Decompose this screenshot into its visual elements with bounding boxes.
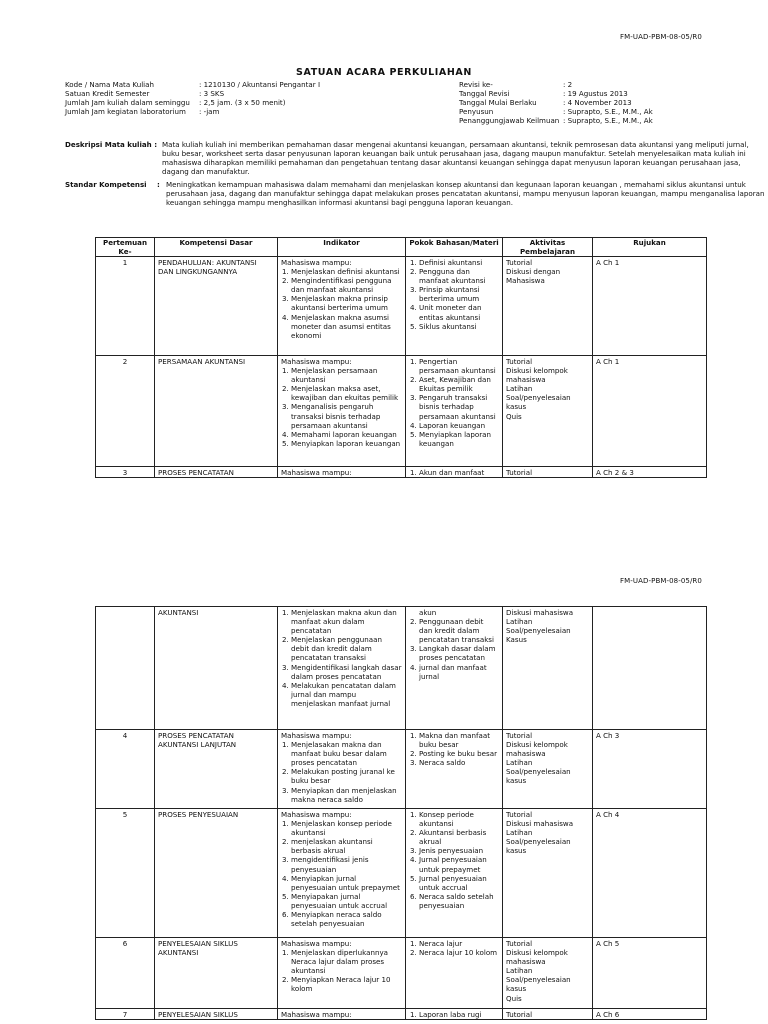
description-block: [65, 140, 765, 210]
list-item: 1. Neraca lajur: [419, 939, 499, 948]
list-item: 2. Menjelaskan penggunaan debit dan kredit dalam pencatatan transaksi: [291, 635, 402, 662]
info-label: Jumlah Jam kuliah dalam seminggu: [65, 98, 190, 107]
list-item: 3. Menyiapkan dan menjelaskan makna neraca saldo: [291, 786, 402, 804]
standar-colon: :: [157, 180, 160, 189]
info-label: Jumlah Jam kegiatan laboratorium: [65, 107, 186, 116]
aktivitas-list: [506, 731, 589, 786]
line-item: Diskusi dengan Mahasiswa: [506, 267, 561, 286]
pokok-continued: akun: [419, 608, 437, 617]
list-item: 2. Mengindentifikasi pengguna dan manfaat akuntansi: [291, 276, 402, 294]
cell-pertemuan: 4: [96, 730, 155, 809]
cell-indikator: [278, 730, 406, 809]
course-info-right: [459, 80, 759, 125]
cell-kompetensi: PROSES PENCATATAN AKUNTANSI LANJUTAN: [155, 730, 278, 809]
pokok-list: [409, 731, 499, 767]
info-label: Tanggal Revisi: [459, 89, 510, 98]
cell-rujukan: A Ch 4: [593, 809, 707, 938]
aktivitas-list: [506, 258, 589, 285]
list-item: 3. Mengidentifikasi langkah dasar dalam proses pencatatan: [291, 663, 402, 681]
cell-pertemuan: 5: [96, 809, 155, 938]
cell-aktivitas: [503, 730, 593, 809]
course-info-left: [65, 80, 455, 116]
info-value: : 2,5 jam. (3 x 50 menit): [199, 98, 286, 107]
list-item: 4. Memahami laporan keuangan: [291, 430, 402, 439]
indikator-list: [281, 267, 402, 340]
line-item: Soal/penyelesaian kasus: [506, 767, 571, 786]
cell-pokok: [406, 809, 503, 938]
cell-indikator: [278, 467, 406, 478]
cell-kompetensi: PERSAMAAN AKUNTANSI: [155, 356, 278, 467]
indikator-list: [281, 608, 402, 708]
cell-pokok: [406, 730, 503, 809]
list-item: 2. Penggunaan debit dan kredit dalam pencatatan transaksi: [419, 617, 499, 644]
list-item: 2. Aset, Kewajiban dan Ekuitas pemilik: [419, 375, 499, 393]
aktivitas-list: [506, 357, 589, 421]
pokok-list: [409, 939, 499, 957]
cell-pokok: [406, 1009, 503, 1020]
line-item: Diskusi kelompok mahasiswa: [506, 740, 568, 759]
list-item: 4. Melakukan pencatatan dalam jurnal dan mampu menjelaskan manfaat jurnal: [291, 681, 402, 708]
pokok-list: [409, 468, 499, 477]
list-item: 2. Pengguna dan manfaat akuntansi: [419, 267, 499, 285]
list-item: 1. Menjelaskan diperlukannya Neraca lajur dalam proses akuntansi: [291, 948, 402, 975]
cell-pokok: [406, 467, 503, 478]
list-item: 3. Neraca saldo: [419, 758, 499, 767]
pokok-list: [409, 357, 499, 448]
list-item: 1. Pengertian persamaan akuntansi: [419, 357, 499, 375]
deskripsi-text: Mata kuliah kuliah ini memberikan pemahaman dasar mengenai akuntansi keuangan, persamaan akuntansi, teknik pemrosesan data akuntansi yang meliputi jurnal, buku besar, worksheet serta dasar penyusunan laporan keuangan baik untuk perusahaan jasa, dagang maupun manufaktur. Setelah menyelesaikan mata kuliah ini mahasiswa diharapkan memiliki pemahaman dan pengetahuan tentang dasar akuntansi keuangan sehingga dapat menyusun laporan keuangan perusahaan jasa, dagang dan manufaktur.: [162, 140, 749, 176]
cell-pokok: [406, 356, 503, 467]
list-item: 5. Menyiapkan laporan keuangan: [419, 430, 499, 448]
info-label: Penanggungjawab Keilmuan: [459, 116, 560, 125]
cell-indikator: [278, 1009, 406, 1020]
line-item: Tutorial: [506, 357, 533, 366]
sap-table-page1: [95, 237, 707, 478]
line-item: Soal/penyelesaian kasus: [506, 975, 571, 994]
cell-pokok: [406, 938, 503, 1009]
line-item: Latihan: [506, 828, 533, 838]
info-label: Revisi ke-: [459, 80, 493, 89]
indikator-intro: Mahasiswa mampu:: [281, 258, 352, 267]
line-item: Tutorial: [506, 810, 533, 819]
table-row: [96, 809, 707, 938]
line-item: Diskusi mahasiswa: [506, 819, 574, 829]
line-item: Diskusi kelompok mahasiswa: [506, 948, 568, 967]
cell-pokok: [406, 257, 503, 356]
table-row: [96, 356, 707, 467]
cell-aktivitas: [503, 1009, 593, 1020]
info-row: [459, 89, 759, 98]
list-item: 2. Neraca lajur 10 kolom: [419, 948, 499, 957]
info-row: [65, 80, 455, 89]
cell-indikator: [278, 356, 406, 467]
cell-rujukan: A Ch 6: [593, 1009, 707, 1020]
pokok-list: [409, 617, 499, 681]
list-item: 1. Makna dan manfaat buku besar: [419, 731, 499, 749]
header-aktivitas: Aktivitas Pembelajaran: [503, 238, 593, 257]
cell-pertemuan: 7: [96, 1009, 155, 1020]
list-item: 5. Menyiapakan jurnal penyesuaian untuk accrual: [291, 892, 402, 910]
table-row-continuation: [96, 607, 707, 730]
cell-rujukan: A Ch 2 & 3: [593, 467, 707, 478]
cell-indikator: [278, 809, 406, 938]
cell-aktivitas: [503, 938, 593, 1009]
list-item: 4. jurnal dan manfaat jurnal: [419, 663, 499, 681]
info-value: : 19 Agustus 2013: [563, 89, 628, 98]
list-item: 2. Akuntansi berbasis akrual: [419, 828, 499, 846]
list-item: 4. Menjelaskan makna asumsi moneter dan asumsi entitas ekonomi: [291, 313, 402, 340]
cell-pertemuan: 2: [96, 356, 155, 467]
pokok-list: [409, 810, 499, 910]
aktivitas-list: [506, 1010, 589, 1019]
form-code: FM-UAD-PBM-08-05/R0: [620, 33, 702, 41]
info-row: [65, 98, 455, 107]
aktivitas-list: [506, 939, 589, 1003]
cell-aktivitas: [503, 356, 593, 467]
list-item: 2. Posting ke buku besar: [419, 749, 499, 758]
list-item: 2. Menyiapkan Neraca lajur 10 kolom: [291, 975, 402, 993]
header-pertemuan: Pertemuan Ke-: [96, 238, 155, 257]
list-item: 2. Menjelaskan maksa aset, kewajiban dan ekuitas pemilik: [291, 384, 402, 402]
list-item: 1. Menjelaskan makna akun dan manfaat akun dalam pencatatan: [291, 608, 402, 635]
line-item: Diskusi kelompok mahasiswa: [506, 366, 568, 385]
line-item: Soal/penyelesaian kasus: [506, 837, 571, 856]
header-rujukan: Rujukan: [593, 238, 707, 257]
cell-pertemuan: 3: [96, 467, 155, 478]
cell-rujukan: [593, 607, 707, 730]
line-item: Tutorial: [506, 731, 533, 740]
deskripsi-label: Deskripsi Mata kuliah :: [65, 140, 158, 149]
list-item: 6. Menyiapkan neraca saldo setelah penyesuaian: [291, 910, 402, 928]
cell-indikator: [278, 607, 406, 730]
indikator-list: [281, 366, 402, 448]
indikator-list: [281, 819, 402, 928]
indikator-list: [281, 740, 402, 804]
aktivitas-list: [506, 468, 589, 477]
table-row: [96, 257, 707, 356]
cell-aktivitas: [503, 257, 593, 356]
info-row: [459, 116, 759, 125]
cell-aktivitas: [503, 607, 593, 730]
list-item: 3. Pengaruh transaksi bisnis terhadap persamaan akuntansi: [419, 393, 499, 420]
cell-rujukan: A Ch 5: [593, 938, 707, 1009]
info-value: : 1210130 / Akuntansi Pengantar I: [199, 80, 321, 89]
table-row: [96, 730, 707, 809]
cell-pokok: [406, 607, 503, 730]
list-item: 4. Jurnal penyesuaian untuk prepaymet: [419, 855, 499, 873]
line-item: Tutorial: [506, 1010, 533, 1019]
line-item: Soal/penyelesaian Kasus: [506, 626, 571, 645]
header-indikator: Indikator: [278, 238, 406, 257]
cell-indikator: [278, 938, 406, 1009]
list-item: 1. Konsep periode akuntansi: [419, 810, 499, 828]
line-item: Quis: [506, 411, 522, 421]
list-item: 3. Menganalisis pengaruh transaksi bisnis terhadap persamaan akuntansi: [291, 402, 402, 429]
line-item: Quis: [506, 993, 522, 1003]
info-value: : 4 November 2013: [563, 98, 632, 107]
cell-aktivitas: [503, 809, 593, 938]
line-item: Tutorial: [506, 939, 533, 948]
line-item: Tutorial: [506, 258, 533, 267]
indikator-intro: Mahasiswa mampu:: [281, 468, 352, 477]
list-item: 4. Unit moneter dan entitas akuntansi: [419, 303, 499, 321]
info-label: Penyusun: [459, 107, 494, 116]
cell-pertemuan: [96, 607, 155, 730]
indikator-intro: Mahasiswa mampu:: [281, 810, 352, 819]
header-pokok: Pokok Bahasan/Materi: [406, 238, 503, 257]
standar-text: Meningkatkan kemampuan mahasiswa dalam memahami dan menjelaskan konsep akuntansi dan kegunaan laporan keuangan , memahami siklus akuntansi untuk perusahaan jasa, dagang dan manufaktur sehingga dapat melakukan proses pencatatan akuntansi, mampu menyusun laporan keuangan, mampu menganalisa laporan keuangan sehingga mampu menghasilkan informasi akuntansi bagi pengguna laporan keuangan.: [166, 180, 765, 207]
cell-kompetensi: PENYELESAIAN SIKLUS: [155, 1009, 278, 1020]
line-item: Tutorial: [506, 468, 533, 477]
pokok-list: [409, 258, 499, 331]
pokok-list: [409, 1010, 499, 1019]
cell-kompetensi: PROSES PENYESUAIAN: [155, 809, 278, 938]
indikator-intro: Mahasiswa mampu:: [281, 1010, 352, 1019]
indikator-intro: Mahasiswa mampu:: [281, 357, 352, 366]
list-item: 2. menjelaskan akuntansi berbasis akrual: [291, 837, 402, 855]
indikator-list: [281, 948, 402, 993]
line-item: Latihan: [506, 758, 533, 768]
list-item: 1. Laporan laba rugi: [419, 1010, 499, 1019]
aktivitas-list: [506, 810, 589, 855]
table-row: [96, 1009, 707, 1020]
cell-indikator: [278, 257, 406, 356]
cell-rujukan: A Ch 1: [593, 356, 707, 467]
list-item: 3. mengidentifikasi jenis penyesuaian: [291, 855, 402, 873]
cell-rujukan: A Ch 1: [593, 257, 707, 356]
info-row: [65, 89, 455, 98]
list-item: 3. Prinsip akuntansi berterima umum: [419, 285, 499, 303]
list-item: 1. Akun dan manfaat: [419, 468, 499, 477]
table-row: [96, 467, 707, 478]
info-label: Tanggal Mulai Berlaku: [459, 98, 537, 107]
cell-aktivitas: [503, 467, 593, 478]
info-row: [459, 107, 759, 116]
sap-table-page2: [95, 606, 707, 1020]
info-value: : 3 SKS: [199, 89, 225, 98]
list-item: 4. Laporan keuangan: [419, 421, 499, 430]
list-item: 1. Menjelaskan persamaan akuntansi: [291, 366, 402, 384]
cell-rujukan: A Ch 3: [593, 730, 707, 809]
indikator-intro: Mahasiswa mampu:: [281, 939, 352, 948]
info-row: [459, 80, 759, 89]
cell-kompetensi: PENYELESAIAN SIKLUS AKUNTANSI: [155, 938, 278, 1009]
list-item: 5. Jurnal penyesuaian untuk accrual: [419, 874, 499, 892]
line-item: Latihan: [506, 966, 533, 976]
line-item: Latihan: [506, 384, 533, 394]
list-item: 3. Langkah dasar dalam proses pencatatan: [419, 644, 499, 662]
info-value: : Suprapto, S.E., M.M., Ak: [563, 107, 653, 116]
cell-pertemuan: 6: [96, 938, 155, 1009]
info-value: : -jam: [199, 107, 220, 116]
cell-kompetensi: AKUNTANSI: [155, 607, 278, 730]
list-item: 1. Menjelaskan definisi akuntansi: [291, 267, 402, 276]
cell-pertemuan: 1: [96, 257, 155, 356]
list-item: 1. Definisi akuntansi: [419, 258, 499, 267]
list-item: 2. Melakukan posting juranal ke buku besar: [291, 767, 402, 785]
info-label: Satuan Kredit Semester: [65, 89, 150, 98]
cell-kompetensi: PROSES PENCATATAN: [155, 467, 278, 478]
info-value: : Suprapto, S.E., M.M., Ak: [563, 116, 653, 125]
form-code-page2: FM-UAD-PBM-08-05/R0: [620, 577, 702, 585]
cell-kompetensi: PENDAHULUAN: AKUNTANSI DAN LINGKUNGANNYA: [155, 257, 278, 356]
table-row: [96, 938, 707, 1009]
list-item: 3. Jenis penyesuaian: [419, 846, 499, 855]
list-item: 1. Menjelaskan konsep periode akuntansi: [291, 819, 402, 837]
header-kompetensi: Kompetensi Dasar: [155, 238, 278, 257]
info-label: Kode / Nama Mata Kuliah: [65, 80, 155, 89]
aktivitas-list: [506, 608, 589, 644]
info-row: [459, 98, 759, 107]
list-item: 5. Menyiapkan laporan keuangan: [291, 439, 402, 448]
standar-label: Standar Kompetensi: [65, 180, 147, 189]
list-item: 3. Menjelaskan makna prinsip akuntansi berterima umum: [291, 294, 402, 312]
indikator-intro: Mahasiswa mampu:: [281, 731, 352, 740]
list-item: 1. Menjelasakan makna dan manfaat buku besar dalam proses pencatatan: [291, 740, 402, 767]
line-item: Latihan: [506, 617, 533, 627]
info-value: : 2: [563, 80, 573, 89]
line-item: Diskusi mahasiswa: [506, 608, 574, 617]
list-item: 5. Siklus akuntansi: [419, 322, 499, 331]
line-item: Soal/penyelesaian kasus: [506, 393, 571, 412]
info-row: [65, 107, 455, 116]
list-item: 4. Menyiapkan jurnal penyesuaian untuk prepaymet: [291, 874, 402, 892]
list-item: 6. Neraca saldo setelah penyesuaian: [419, 892, 499, 910]
page-title: SATUAN ACARA PERKULIAHAN: [296, 67, 472, 78]
